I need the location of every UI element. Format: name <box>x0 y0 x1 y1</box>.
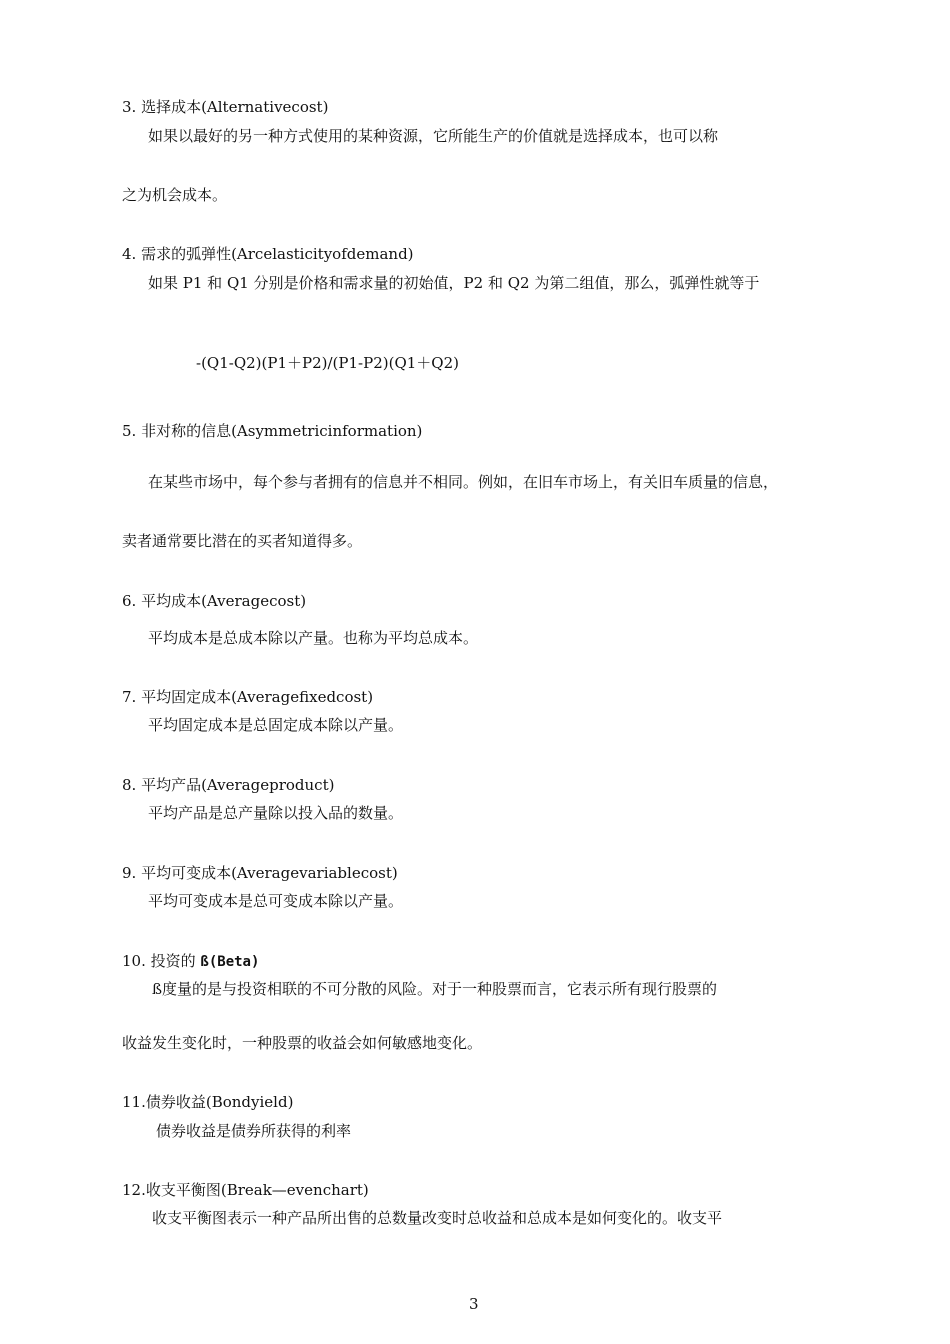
arc-elasticity-formula: -(Q1-Q2)(P1＋P2)/(P1-P2)(Q1＋Q2) <box>196 354 459 372</box>
entry-11-body-line-1: 债券收益是债券所获得的利率 <box>156 1122 352 1140</box>
entry-4-heading: 4. 需求的弧弹性(Arcelasticityofdemand) <box>122 245 414 263</box>
entry-7-heading: 7. 平均固定成本(Averagefixedcost) <box>122 688 374 706</box>
entry-10-body-line-1: ß度量的是与投资相联的不可分散的风险。对于一种股票而言，它表示所有现行股票的 <box>152 980 718 998</box>
entry-7-body-line-1: 平均固定成本是总固定成本除以产量。 <box>148 716 404 734</box>
entry-8-heading: 8. 平均产品(Averageproduct) <box>122 776 335 794</box>
entry-5-body-line-1: 在某些市场中，每个参与者拥有的信息并不相同。例如，在旧车市场上，有关旧车质量的信息， <box>148 473 779 491</box>
entry-3-body-line-1: 如果以最好的另一种方式使用的某种资源，它所能生产的价值就是选择成本，也可以称 <box>148 127 719 145</box>
entry-8-body-line-1: 平均产品是总产量除以投入品的数量。 <box>148 804 404 822</box>
page-number: 3 <box>469 1295 479 1313</box>
entry-9-body-line-1: 平均可变成本是总可变成本除以产量。 <box>148 892 404 910</box>
entry-5-heading: 5. 非对称的信息(Asymmetricinformation) <box>122 422 423 440</box>
entry-3-body-line-2: 之为机会成本。 <box>122 186 228 204</box>
entry-4-body-line-1: 如果 P1 和 Q1 分别是价格和需求量的初始值，P2 和 Q2 为第二组值，那么，弧弹性就等于 <box>148 274 760 292</box>
entry-3-heading: 3. 选择成本(Alternativecost) <box>122 98 329 116</box>
entry-5-body-line-2: 卖者通常要比潜在的买者知道得多。 <box>122 532 363 550</box>
entry-6-heading: 6. 平均成本(Averagecost) <box>122 592 307 610</box>
entry-10-heading <box>122 951 259 972</box>
entry-9-heading: 9. 平均可变成本(Averagevariablecost) <box>122 864 398 882</box>
entry-11-heading: 11.债券收益(Bondyield) <box>122 1093 294 1111</box>
entry-12-heading: 12.收支平衡图(Break—evenchart) <box>122 1181 369 1199</box>
entry-10-body-line-2: 收益发生变化时，一种股票的收益会如何敏感地变化。 <box>122 1034 483 1052</box>
entry-6-body-line-1: 平均成本是总成本除以产量。也称为平均总成本。 <box>148 629 479 647</box>
beta-symbol: ß(Beta) <box>200 954 260 970</box>
entry-10-heading-prefix: 10. 投资的 <box>122 952 201 970</box>
entry-12-body-line-1: 收支平衡图表示一种产品所出售的总数量改变时总收益和总成本是如何变化的。收支平 <box>152 1209 723 1227</box>
